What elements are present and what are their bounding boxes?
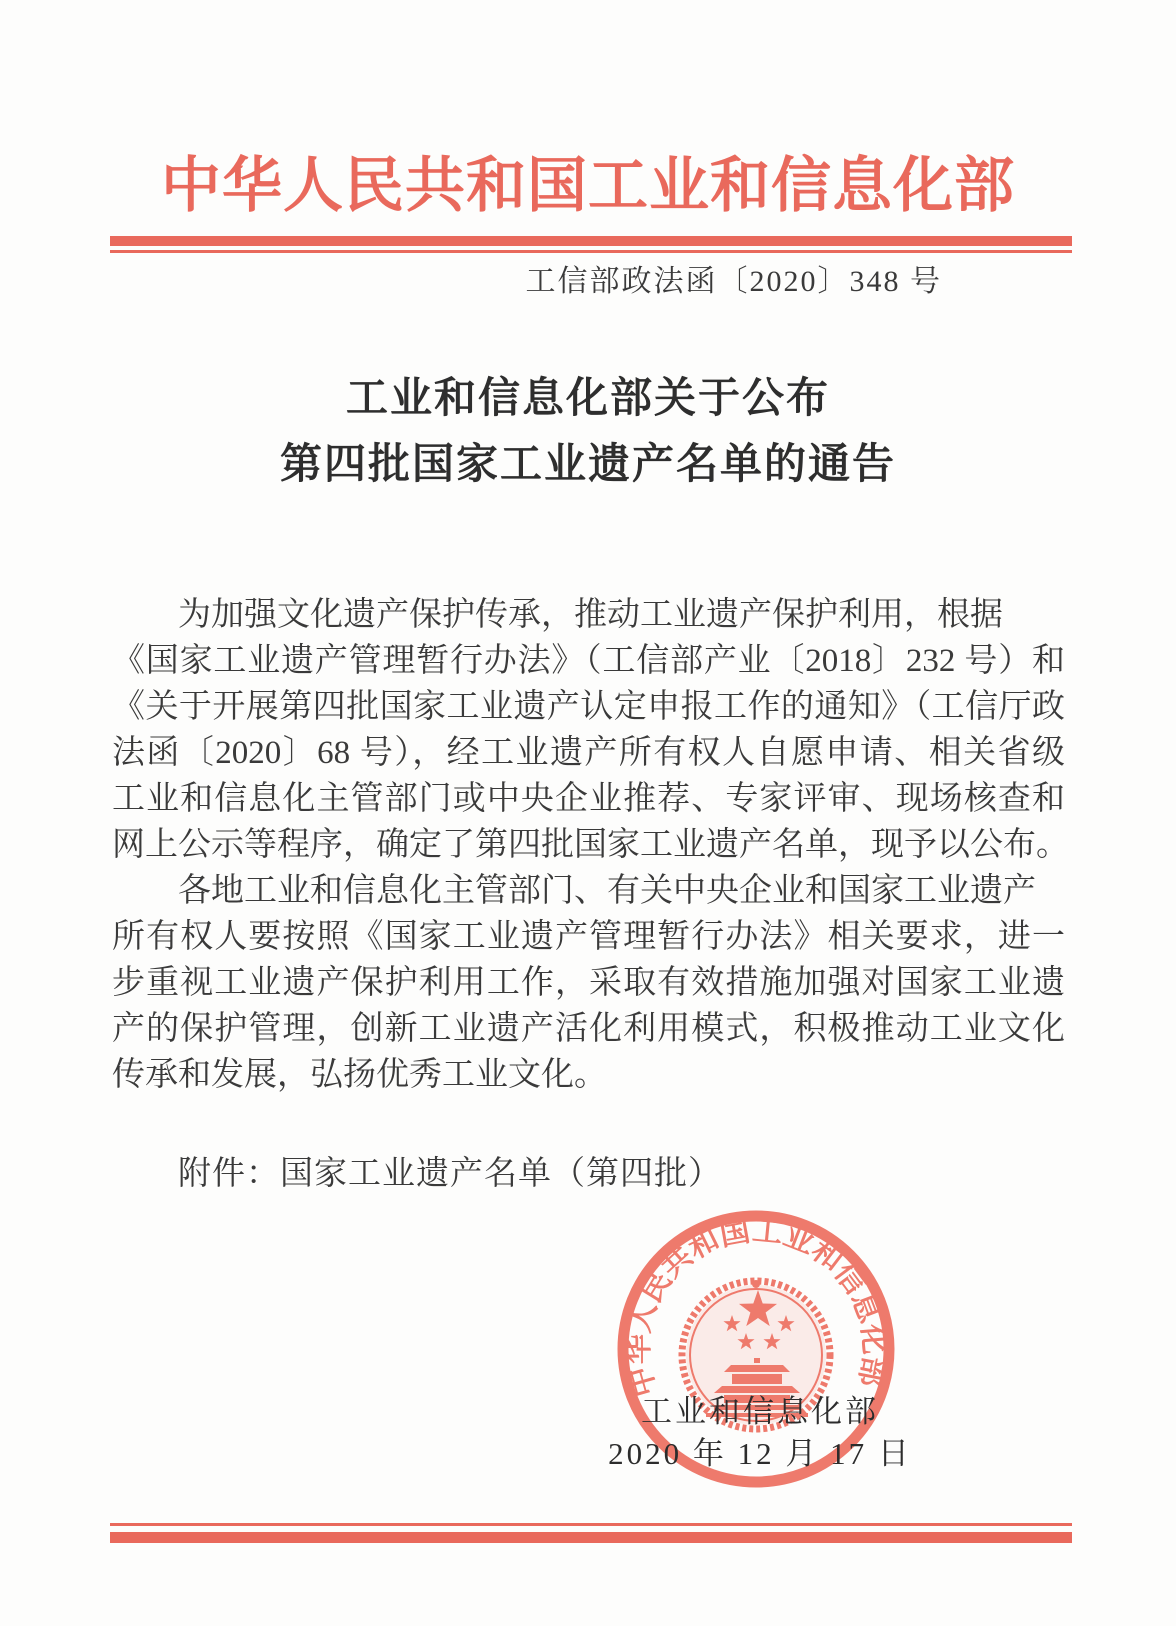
document-title (0, 366, 1176, 498)
body-line: 传承和发展，弘扬优秀工业文化。 (112, 1057, 607, 1093)
issue-date: 2020 年 12 月 17 日 (608, 1436, 912, 1471)
footer-rule-thin (110, 1523, 1072, 1526)
attachment-note: 附件：国家工业遗产名单（第四批） (178, 1156, 722, 1192)
document-title-line1: 工业和信息化部关于公布 (345, 376, 830, 422)
body-line: 各地工业和信息化主管部门、有关中央企业和国家工业遗产 (178, 873, 1036, 909)
header-rule-thick (110, 236, 1072, 246)
footer-rule-thick (110, 1532, 1072, 1543)
body-line: 为加强文化遗产保护传承，推动工业遗产保护利用，根据 (178, 597, 1003, 633)
issuer-signature: 工业和信息化部 (641, 1394, 879, 1429)
body-line: 《国家工业遗产管理暂行办法》（工信部产业〔2018〕232 号）和 (112, 643, 1065, 679)
body-line: 法函〔2020〕68 号），经工业遗产所有权人自愿申请、相关省级 (112, 735, 1065, 771)
document-number: 工信部政法函〔2020〕348 号 (525, 265, 942, 298)
body-line: 网上公示等程序，确定了第四批国家工业遗产名单，现予以公布。 (112, 827, 1069, 863)
header-rule-thin (110, 250, 1072, 253)
document-body (112, 592, 1069, 1098)
body-line: 《关于开展第四批国家工业遗产认定申报工作的通知》（工信厅政 (112, 689, 1065, 725)
body-line: 工业和信息化主管部门或中央企业推荐、专家评审、现场核查和 (112, 781, 1065, 817)
document-title-line2: 第四批国家工业遗产名单的通告 (279, 442, 896, 488)
ministry-masthead: 中华人民共和国工业和信息化部 (161, 153, 1015, 219)
body-line: 产的保护管理，创新工业遗产活化利用模式，积极推动工业文化 (112, 1011, 1065, 1047)
body-line: 所有权人要按照《国家工业遗产管理暂行办法》相关要求，进一 (112, 919, 1065, 955)
body-line: 步重视工业遗产保护利用工作，采取有效措施加强对国家工业遗 (112, 965, 1065, 1001)
seal-ring-text: 中华人民共和国工业和信息化部 (621, 1214, 891, 1401)
